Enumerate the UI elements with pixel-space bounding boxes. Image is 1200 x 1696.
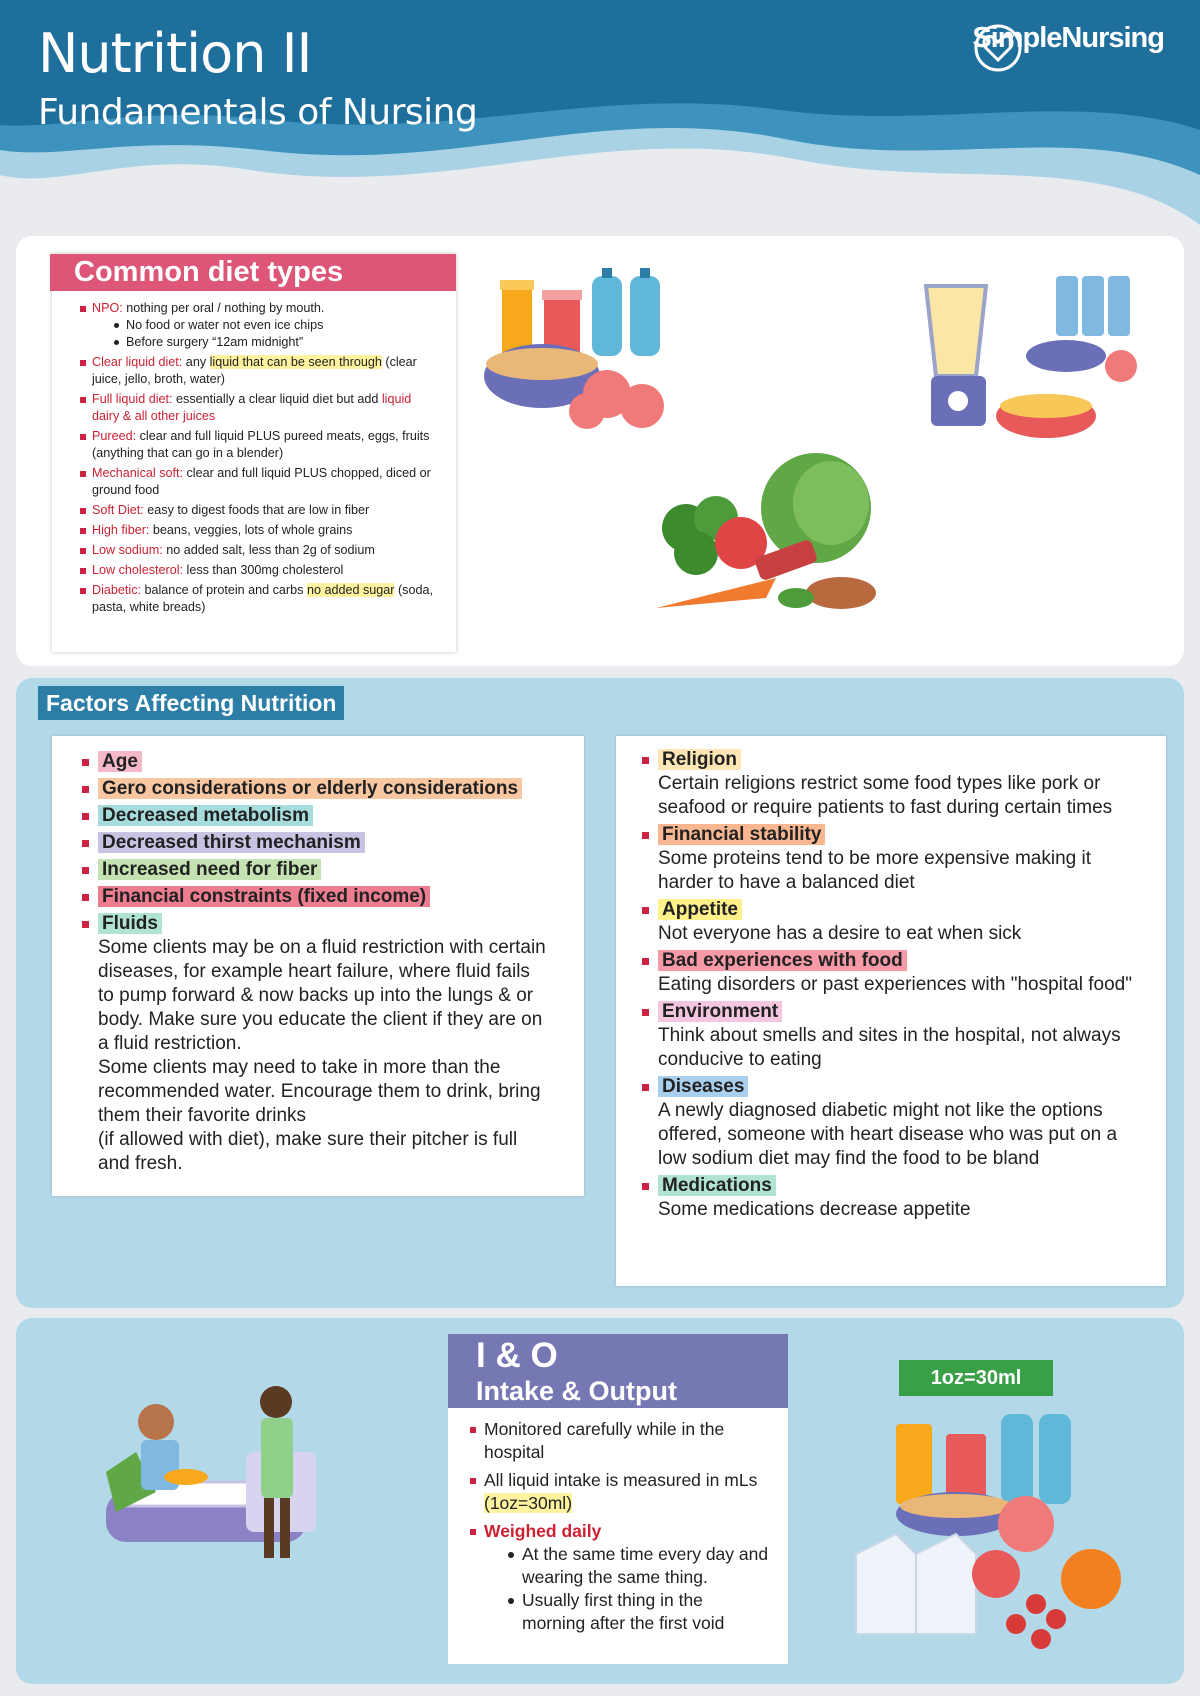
factors-left-list bbox=[80, 750, 550, 1179]
diet-types-section bbox=[16, 236, 1184, 666]
io-subtitle: Intake & Output bbox=[476, 1376, 677, 1406]
diet-highlight: no added sugar bbox=[306, 583, 395, 597]
diet-term: Mechanical soft: bbox=[92, 466, 183, 480]
factor-heading: Medications bbox=[658, 1175, 776, 1196]
factor-description: Eating disorders or past experiences with "hospital food" bbox=[658, 974, 1132, 995]
list-item bbox=[640, 898, 1150, 946]
diet-desc: clear and full liquid PLUS chopped, diced or ground food bbox=[92, 466, 431, 497]
list-item bbox=[80, 502, 436, 519]
list-item bbox=[640, 748, 1150, 820]
factor-heading: Environment bbox=[658, 1001, 782, 1022]
list-item bbox=[640, 1174, 1150, 1222]
io-text: All liquid intake is measured in mLs bbox=[484, 1470, 758, 1490]
list-item bbox=[640, 949, 1150, 997]
diet-desc: (soda, pasta, white breads) bbox=[92, 583, 433, 614]
factor-heading: Increased need for fiber bbox=[98, 859, 321, 880]
list-item bbox=[80, 428, 436, 462]
diet-term: Clear liquid diet: bbox=[92, 355, 183, 369]
diet-desc: nothing per oral / nothing by mouth. bbox=[122, 301, 325, 315]
header-banner bbox=[0, 0, 1200, 220]
list-item bbox=[80, 354, 436, 388]
list-item bbox=[80, 562, 436, 579]
sub-list-item: Usually first thing in the morning after the first void bbox=[508, 1589, 770, 1635]
patient-nurse-illustration bbox=[96, 1382, 346, 1592]
drinks-fruit-illustration bbox=[836, 1404, 1136, 1664]
list-item bbox=[80, 777, 550, 801]
sub-list bbox=[484, 1543, 770, 1635]
factor-description: Some clients may be on a fluid restriction with certain diseases, for example heart failure, where fluid fails to pump forward & now backs up into the lungs & or body. Make sure you educate the client if they are on a fluid restriction. bbox=[98, 937, 546, 1054]
page-title: Nutrition II bbox=[38, 22, 312, 85]
diet-emphasis: liquid dairy & all other juices bbox=[92, 392, 412, 423]
factor-heading: Decreased thirst mechanism bbox=[98, 832, 365, 853]
factor-heading: Appetite bbox=[658, 899, 742, 920]
diet-types-list bbox=[80, 300, 436, 619]
io-title: I & O bbox=[476, 1336, 558, 1375]
list-item bbox=[80, 831, 550, 855]
diet-types-title: Common diet types bbox=[50, 254, 456, 291]
list-item bbox=[80, 391, 436, 425]
factor-description: Some clients may need to take in more than the recommended water. Encourage them to drink, bring them their favorite drinks bbox=[98, 1057, 541, 1126]
list-item bbox=[80, 465, 436, 499]
list-item bbox=[80, 582, 436, 616]
diet-desc: balance of protein and carbs bbox=[141, 583, 307, 597]
diet-desc: beans, veggies, lots of whole grains bbox=[149, 523, 353, 537]
list-item bbox=[80, 300, 436, 351]
intake-output-section bbox=[16, 1318, 1184, 1684]
diet-term: Pureed: bbox=[92, 429, 137, 443]
diet-desc: clear and full liquid PLUS pureed meats, eggs, fruits (anything that can go in a blender) bbox=[92, 429, 430, 460]
list-item bbox=[640, 1000, 1150, 1072]
list-item bbox=[80, 858, 550, 882]
diet-types-card bbox=[52, 254, 456, 652]
list-item bbox=[470, 1418, 770, 1464]
io-text: Monitored carefully while in the hospital bbox=[484, 1419, 725, 1462]
diet-term: High fiber: bbox=[92, 523, 150, 537]
factors-left-card bbox=[52, 736, 584, 1196]
list-item bbox=[640, 823, 1150, 895]
brand-logo bbox=[972, 22, 1164, 55]
diet-term: Full liquid diet: bbox=[92, 392, 173, 406]
diet-desc: less than 300mg cholesterol bbox=[183, 563, 344, 577]
drinks-bowl-illustration bbox=[482, 266, 702, 436]
factor-description: (if allowed with diet), make sure their pitcher is full and fresh. bbox=[98, 1129, 518, 1174]
list-item bbox=[640, 1075, 1150, 1171]
list-item bbox=[80, 912, 550, 1176]
intake-output-header bbox=[448, 1334, 788, 1408]
page-subtitle: Fundamentals of Nursing bbox=[38, 92, 478, 133]
vegetables-illustration bbox=[646, 448, 916, 638]
intake-output-list bbox=[470, 1418, 770, 1640]
diet-desc: no added salt, less than 2g of sodium bbox=[162, 543, 375, 557]
factor-heading: Age bbox=[98, 751, 142, 772]
factor-description: Some proteins tend to be more expensive making it harder to have a balanced diet bbox=[658, 848, 1092, 893]
list-item bbox=[80, 750, 550, 774]
list-item bbox=[80, 542, 436, 559]
diet-term: Low cholesterol: bbox=[92, 563, 184, 577]
stethoscope-heart-icon bbox=[972, 22, 1024, 74]
diet-term: NPO: bbox=[92, 301, 123, 315]
sub-list-item: Before surgery “12am midnight” bbox=[114, 334, 436, 351]
factors-title: Factors Affecting Nutrition bbox=[38, 686, 344, 720]
diet-highlight: liquid that can be seen through bbox=[209, 355, 382, 369]
factor-heading: Fluids bbox=[98, 913, 162, 934]
factor-description: Think about smells and sites in the hospital, not always conducive to eating bbox=[658, 1025, 1121, 1070]
blender-illustration bbox=[906, 266, 1156, 456]
diet-desc: any bbox=[182, 355, 210, 369]
intake-output-card bbox=[448, 1334, 788, 1664]
sub-list-item: No food or water not even ice chips bbox=[114, 317, 436, 334]
diet-desc: (clear juice, jello, broth, water) bbox=[92, 355, 417, 386]
factor-heading: Bad experiences with food bbox=[658, 950, 907, 971]
list-item bbox=[470, 1520, 770, 1635]
diet-desc: easy to digest foods that are low in fiber bbox=[143, 503, 370, 517]
list-item bbox=[470, 1469, 770, 1515]
brand-name: SimpleNursing bbox=[972, 22, 1164, 54]
list-item bbox=[80, 522, 436, 539]
factor-description: Not everyone has a desire to eat when sick bbox=[658, 923, 1022, 944]
factor-heading: Financial constraints (fixed income) bbox=[98, 886, 430, 907]
factor-heading: Financial stability bbox=[658, 824, 825, 845]
io-highlight: (1oz=30ml) bbox=[484, 1493, 573, 1513]
list-item bbox=[80, 804, 550, 828]
factor-description: Some medications decrease appetite bbox=[658, 1199, 971, 1220]
diet-term: Low sodium: bbox=[92, 543, 163, 557]
factor-heading: Decreased metabolism bbox=[98, 805, 313, 826]
factor-description: Certain religions restrict some food types like pork or seafood or require patients to fast during certain times bbox=[658, 773, 1113, 818]
factors-right-card bbox=[616, 736, 1166, 1286]
diet-term: Soft Diet: bbox=[92, 503, 144, 517]
conversion-badge: 1oz=30ml bbox=[899, 1360, 1053, 1396]
factor-description: A newly diagnosed diabetic might not like the options offered, someone with heart disease who was put on a low sodium diet may find the food to be bland bbox=[658, 1100, 1118, 1169]
sub-list-item: At the same time every day and wearing the same thing. bbox=[508, 1543, 770, 1589]
factors-section bbox=[16, 678, 1184, 1308]
diet-desc: essentially a clear liquid diet but add bbox=[172, 392, 382, 406]
factor-heading: Gero considerations or elderly considerations bbox=[98, 778, 522, 799]
sub-list bbox=[92, 317, 436, 351]
diet-term: Diabetic: bbox=[92, 583, 141, 597]
list-item bbox=[80, 885, 550, 909]
factor-heading: Diseases bbox=[658, 1076, 748, 1097]
factor-heading: Religion bbox=[658, 749, 741, 770]
io-text: Weighed daily bbox=[484, 1521, 602, 1541]
factors-right-list bbox=[640, 748, 1150, 1225]
